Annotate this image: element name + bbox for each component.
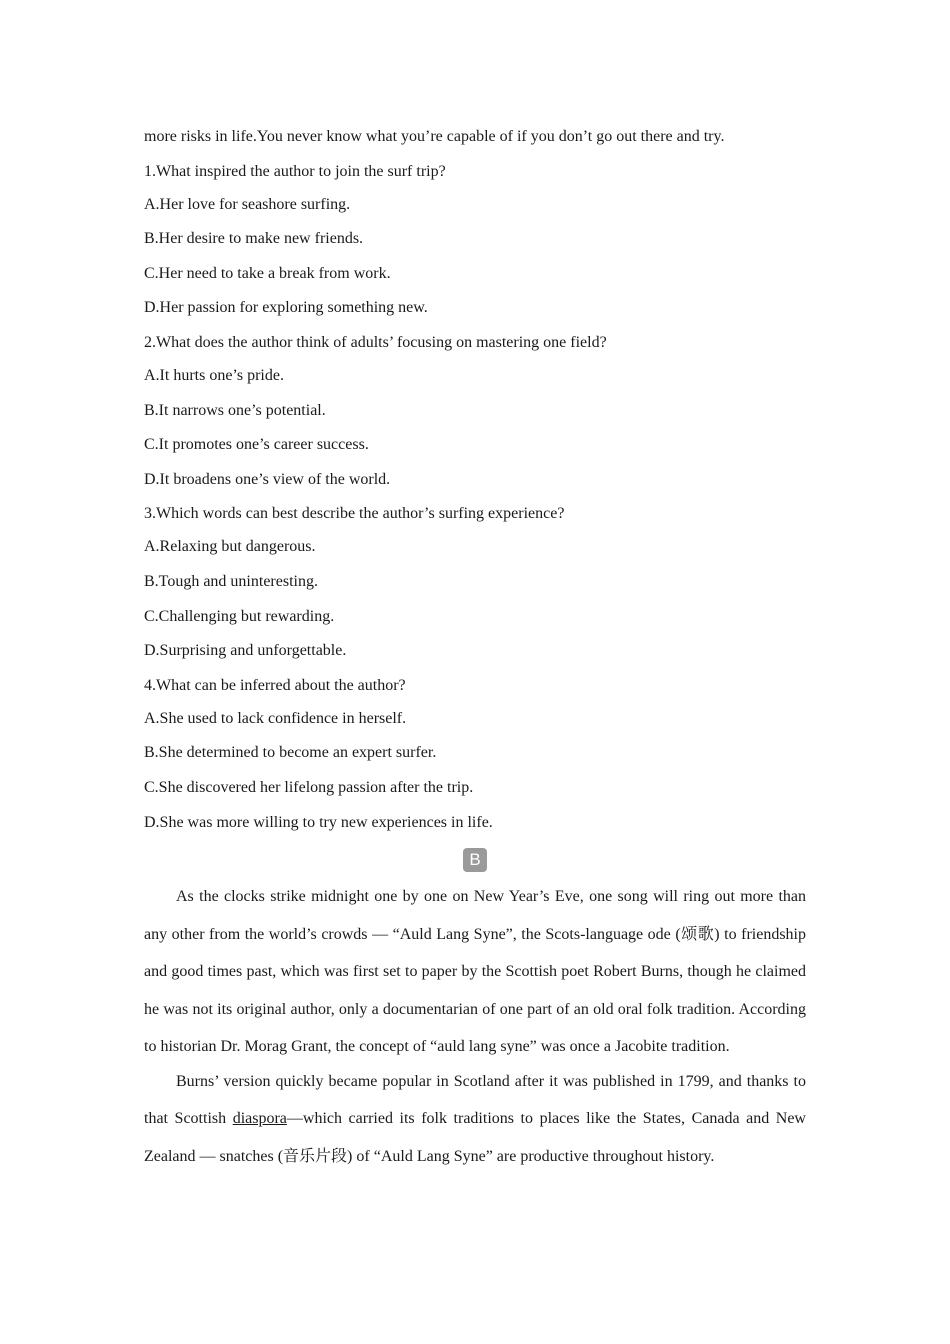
document-page xyxy=(144,124,806,1175)
question-stem: 2.What does the author think of adults’ focusing on mastering one field? xyxy=(144,333,607,351)
option-b: B.It narrows one’s potential. xyxy=(144,401,326,419)
option-c: C.Her need to take a break from work. xyxy=(144,264,391,282)
paragraph-text-after: —which carried its folk traditions to places like the States, Canada and New Zealand — snatches (音乐片段) of “Auld Lang Syne” are productive throughout history. xyxy=(144,1110,806,1165)
question-4 xyxy=(144,673,806,844)
passage-paragraph-2 xyxy=(144,1063,806,1176)
option-b: B.Her desire to make new friends. xyxy=(144,230,364,248)
option-d: D.It broadens one’s view of the world. xyxy=(144,470,391,488)
underlined-word-diaspora: diaspora xyxy=(232,1110,287,1128)
option-c: C.It promotes one’s career success. xyxy=(144,436,369,454)
option-c: C.Challenging but rewarding. xyxy=(144,607,335,625)
section-b-badge: B xyxy=(463,848,487,872)
question-1 xyxy=(144,159,806,330)
option-a: A.Relaxing but dangerous. xyxy=(144,538,316,556)
option-d: D.Her passion for exploring something new. xyxy=(144,299,428,317)
option-d: D.Surprising and unforgettable. xyxy=(144,642,347,660)
paragraph-text-before: Burns’ version quickly became popular in Scotland after it was published in 1799, and thanks to that Scottish xyxy=(144,1072,806,1128)
question-2 xyxy=(144,330,806,501)
option-a: A.It hurts one’s pride. xyxy=(144,366,284,384)
option-b: B.Tough and uninteresting. xyxy=(144,572,318,590)
passage-paragraph-1: As the clocks strike midnight one by one on New Year’s Eve, one song will ring out more than any other from the world’s crowds — “Auld Lang Syne”, the Scots-language ode (颂歌) to friendship and good times past, which was first set to paper by the Scottish poet Robert Burns, though he claimed he was not its original author, only a documentarian of one part of an old oral folk tradition. According to historian Dr. Morag Grant, the concept of “auld lang syne” was once a Jacobite tradition. xyxy=(144,888,806,1056)
question-3 xyxy=(144,501,806,672)
option-a: A.She used to lack confidence in herself. xyxy=(144,709,407,727)
option-d: D.She was more willing to try new experiences in life. xyxy=(144,813,493,831)
option-a: A.Her love for seashore surfing. xyxy=(144,195,351,213)
question-stem: 4.What can be inferred about the author? xyxy=(144,676,406,694)
continued-text-line: more risks in life.You never know what you’re capable of if you don’t go out there and try. xyxy=(144,128,725,145)
question-stem: 3.Which words can best describe the author’s surfing experience? xyxy=(144,505,565,523)
section-marker-row xyxy=(144,844,806,878)
option-b: B.She determined to become an expert surfer. xyxy=(144,744,437,762)
option-c: C.She discovered her lifelong passion after the trip. xyxy=(144,778,474,796)
question-stem: 1.What inspired the author to join the surf trip? xyxy=(144,162,446,180)
